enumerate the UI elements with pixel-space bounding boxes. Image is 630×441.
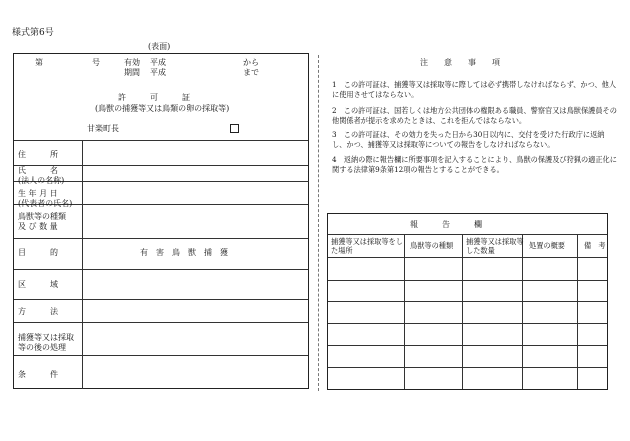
field-name-sub-label: (法人の名称) — [18, 176, 65, 185]
report-rule — [328, 367, 607, 368]
rule-purpose-bottom — [14, 269, 308, 270]
rule-species-bottom — [14, 238, 308, 239]
era-to: 平成 — [150, 68, 166, 77]
report-col-rule — [462, 234, 463, 389]
number-suffix: 号 — [92, 58, 100, 67]
field-area-label: 区 域 — [18, 280, 58, 289]
permit-subtitle: (鳥獣の捕獲等又は鳥類の卵の採取等) — [95, 104, 230, 113]
rule-address-top — [14, 165, 308, 166]
from-label: から — [243, 58, 259, 67]
era-from: 平成 — [150, 58, 166, 67]
rule-header — [14, 140, 308, 141]
report-rule — [328, 301, 607, 302]
report-col-rule — [404, 234, 405, 389]
field-purpose-value: 有 害 鳥 獣 捕 獲 — [140, 248, 228, 257]
report-col-rule — [577, 234, 578, 389]
report-rule — [328, 345, 607, 346]
note-item: 3 この許可証は、その効力を失った日から30日以内に、交付を受けた行政庁に返納し、かつ、捕獲等又は採取等についての報告をしなければならない。 — [332, 130, 605, 149]
field-purpose-label: 目 的 — [18, 248, 58, 257]
report-col-quantity: 捕獲等又は採取等した数量 — [466, 237, 524, 255]
number-label: 第 — [35, 58, 43, 67]
form-number: 様式第6号 — [12, 28, 54, 38]
rule-label-column — [82, 140, 83, 389]
field-species-label: 鳥獣等の種類 — [18, 212, 66, 221]
rule-after-bottom — [14, 355, 308, 356]
report-rule — [328, 257, 607, 258]
validity-label-1: 有効 — [124, 58, 140, 67]
field-address-label: 住 所 — [18, 150, 58, 159]
field-name-label: 氏 名 — [18, 166, 58, 175]
report-col-rule — [522, 234, 523, 389]
field-after-label: 捕獲等又は採取 — [18, 333, 74, 342]
field-conditions-label: 条 件 — [18, 370, 58, 379]
note-item: 4 返納の際に報告欄に所要事項を記入することにより、鳥獣の保護及び狩猟の適正化に関する法律第9条第12項の報告とすることができる。 — [332, 155, 617, 174]
report-col-place: 捕獲等又は採取等をした場所 — [331, 237, 403, 255]
notes-title: 注 意 事 項 — [420, 58, 500, 67]
report-rule — [328, 323, 607, 324]
side-label: (表面) — [148, 42, 171, 51]
field-species-sub-label: 及 び 数 量 — [18, 222, 58, 231]
permit-title: 許 可 証 — [118, 93, 190, 102]
report-rule — [328, 280, 607, 281]
note-item: 1 この許可証は、捕獲等又は採取等に際しては必ず携帯しなければならず、かつ、他人に使用させてはならない。 — [332, 80, 617, 99]
report-rule — [328, 234, 607, 235]
field-method-label: 方 法 — [18, 307, 58, 316]
field-after-sub-label: 等の後の処理 — [18, 343, 66, 352]
note-item: 2 この許可証は、国若しくは地方公共団体の権限ある職員、警察官又は鳥獣保護員その他関係者が提示を求めたときは、これを拒んではならない。 — [332, 106, 617, 125]
validity-label-2: 期間 — [124, 68, 140, 77]
seal-checkbox[interactable] — [230, 124, 239, 133]
report-title: 報 告 欄 — [410, 220, 482, 229]
to-label: まで — [243, 68, 259, 77]
report-col-remarks: 備 考 — [584, 241, 606, 250]
rule-area-bottom — [14, 299, 308, 300]
report-col-disposal: 処置の概要 — [529, 241, 565, 250]
issuer-name: 甘楽町長 — [87, 124, 119, 133]
field-birth-sub-label: (代表者の氏名) — [18, 199, 73, 208]
field-birth-label: 生 年 月 日 — [18, 189, 58, 198]
report-col-species: 鳥獣等の種類 — [410, 241, 454, 250]
rule-name-top-right — [82, 181, 309, 182]
rule-method-bottom — [14, 322, 308, 323]
fold-divider — [318, 55, 319, 391]
